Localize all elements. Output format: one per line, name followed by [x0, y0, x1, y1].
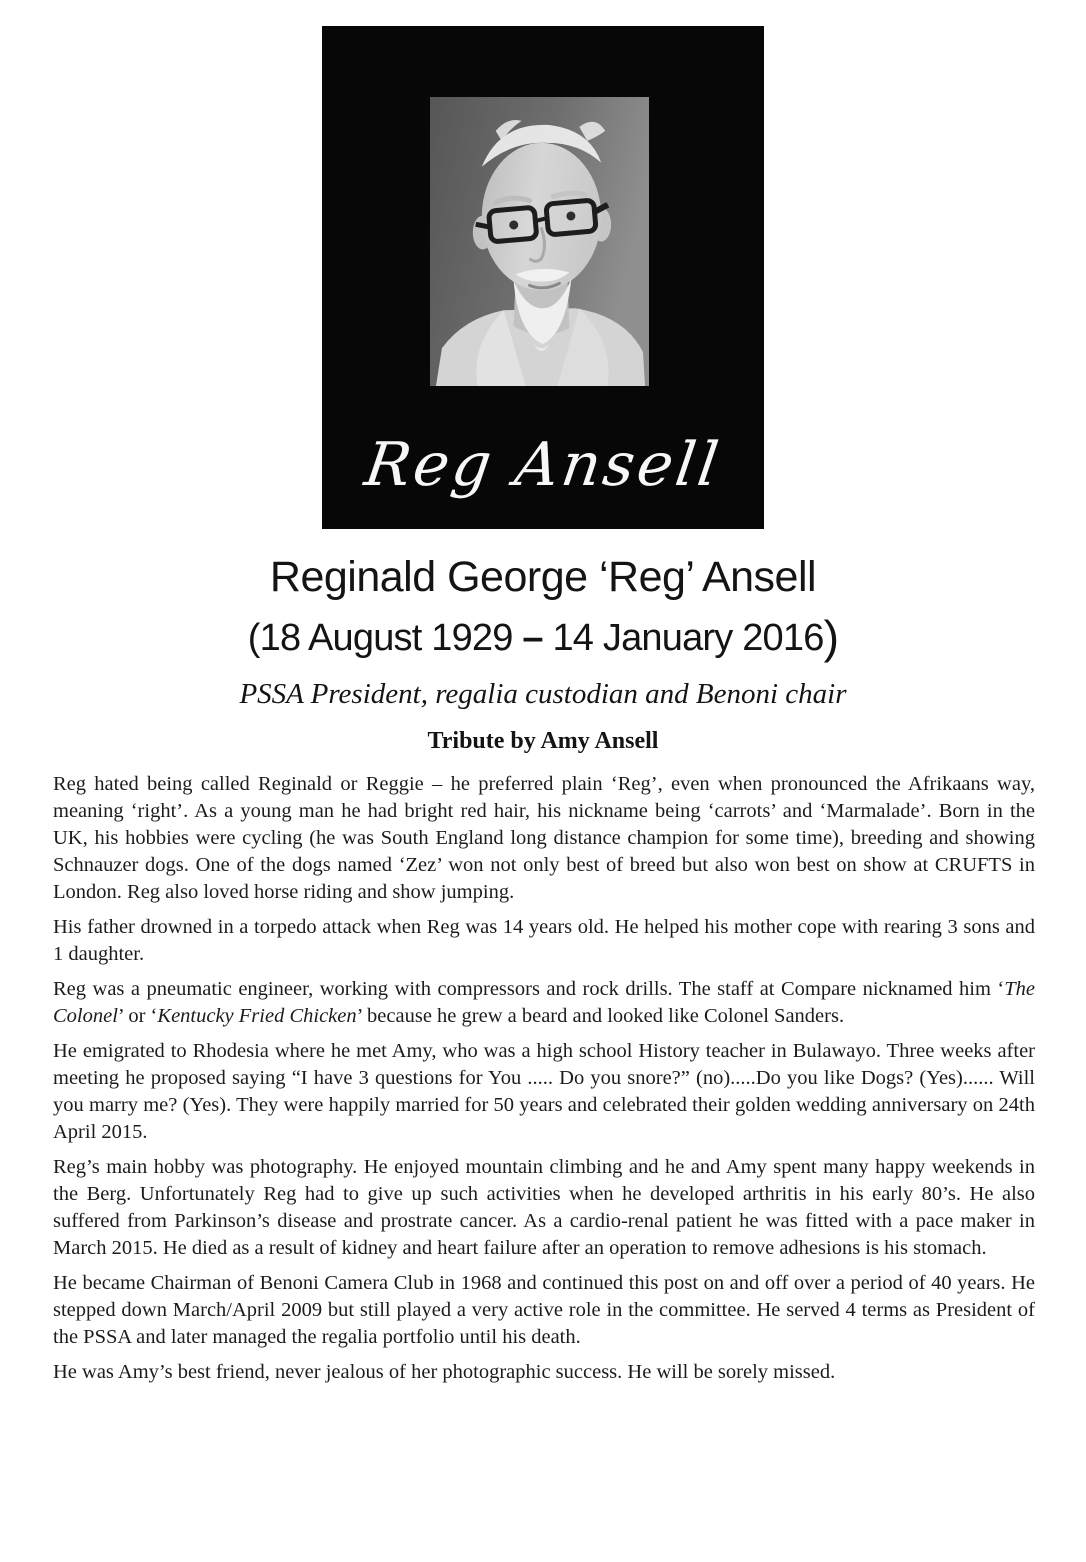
- memorial-photo-block: [322, 26, 764, 529]
- document-page: [0, 26, 1086, 1562]
- life-dates-close-paren: ): [823, 611, 839, 663]
- tribute-byline: Tribute by Amy Ansell: [427, 728, 659, 755]
- portrait-photo: [430, 97, 649, 386]
- life-dates-open: (18 August 1929: [247, 617, 523, 660]
- paragraph-2: His father drowned in a torpedo attack when Reg was 14 years old. He helped his mother cope with rearing 3 sons and 1 daughter.: [53, 916, 1035, 966]
- paragraph-5: Reg’s main hobby was photography. He enjoyed mountain climbing and he and Amy spent many happy weekends in the Berg. Unfortunately Reg had to give up such activities when he developed arthritis in his early 80’s. He also suffered from Parkinson’s disease and prostrate cancer. As a cardio-renal patient he was fitted with a pace maker in March 2015. He died as a result of kidney and heart failure after an operation to remove adhesions is his stomach.: [53, 1156, 1035, 1260]
- page-title: Reginald George ‘Reg’ Ansell: [269, 553, 817, 601]
- paragraph-7: He was Amy’s best friend, never jealous of her photographic success. He will be sorely missed.: [53, 1361, 836, 1384]
- life-dates: [0, 611, 1086, 663]
- paragraph-4: He emigrated to Rhodesia where he met Amy, who was a high school History teacher in Bulawayo. Three weeks after meeting he proposed saying “I have 3 questions for You ..... Do you snore?” (no).....Do you like Dogs? (Yes)...... Will you marry me? (Yes). They were happily married for 50 years and celebrated their golden wedding anniversary on 24th April 2015.: [53, 1040, 1035, 1144]
- subtitle-roles: PSSA President, regalia custodian and Benoni chair: [239, 678, 847, 711]
- life-dates-end: 14 January 2016: [542, 617, 824, 660]
- paragraph-3: Reg was a pneumatic engineer, working with compressors and rock drills. The staff at Compare nicknamed him ‘The Colonel’ or ‘Kentucky Fried Chicken’ because he grew a beard and looked like Colonel Sanders.: [53, 978, 1035, 1028]
- signature-text: Reg Ansell: [360, 430, 726, 500]
- paragraph-1: Reg hated being called Reginald or Reggie – he preferred plain ‘Reg’, even when pronounced the Afrikaans way, meaning ‘right’. As a young man he had bright red hair, his nickname being ‘carrots’ and ‘Marmalade’. Born in the UK, his hobbies were cycling (he was South England long distance champion for some time), breeding and showing Schnauzer dogs. One of the dogs named ‘Zez’ won not only best of breed but also won best on show at CRUFTS in London. Reg also loved horse riding and show jumping.: [53, 773, 1035, 904]
- tribute-body: [53, 771, 1035, 1386]
- paragraph-6: He became Chairman of Benoni Camera Club in 1968 and continued this post on and off over a period of 40 years. He stepped down March/April 2009 but still played a very active role in the committee. He served 4 terms as President of the PSSA and later managed the regalia portfolio until his death.: [53, 1272, 1035, 1349]
- life-dates-dash: –: [522, 617, 543, 660]
